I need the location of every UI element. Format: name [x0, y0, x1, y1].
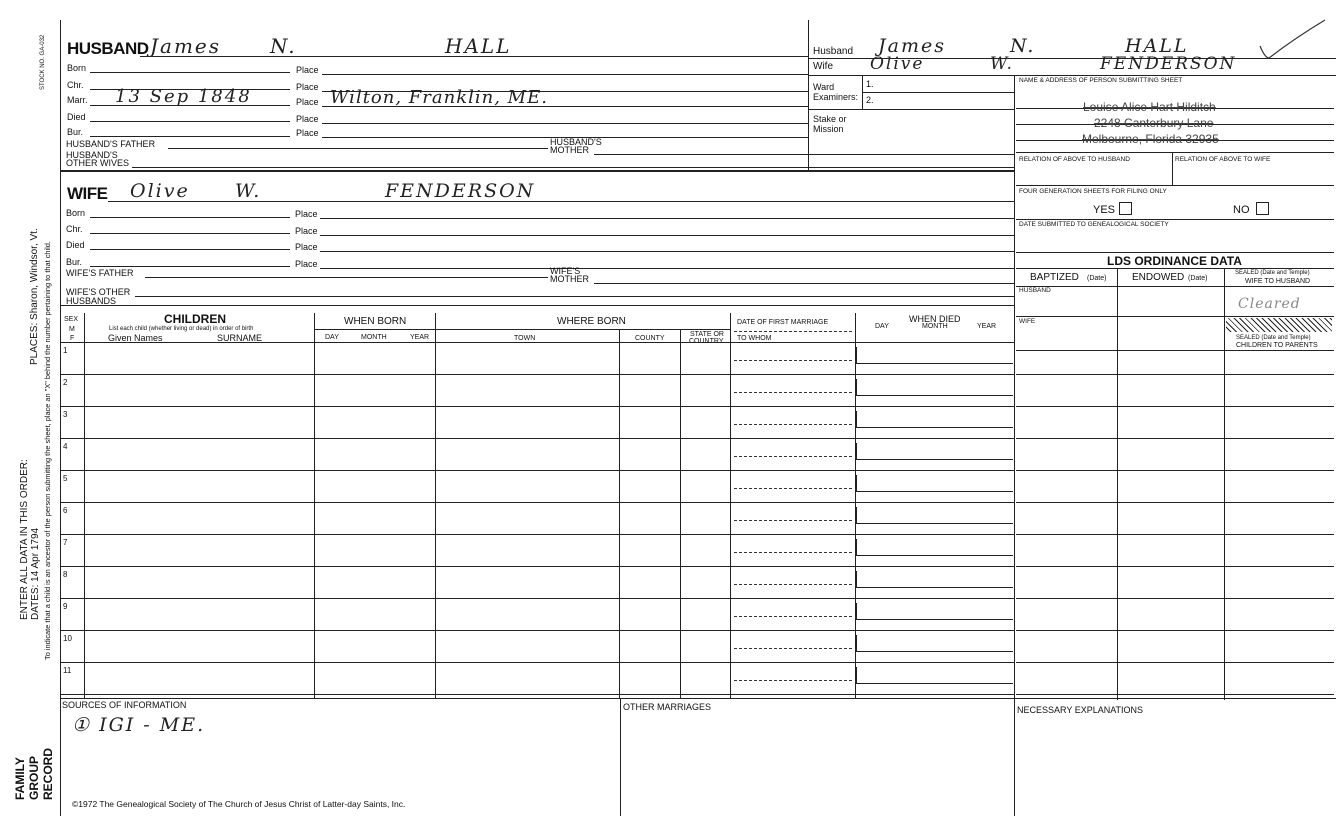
died-day-label: DAY	[875, 323, 889, 330]
husband-chr-place-label: Place	[296, 82, 319, 92]
lds-husband-row: HUSBAND	[1019, 287, 1051, 294]
wife-other-husbands-1: WIFE'S OTHER	[66, 287, 131, 297]
relation-wife-label: RELATION OF ABOVE TO WIFE	[1175, 156, 1271, 163]
yes-label: YES	[1093, 204, 1116, 216]
child-death-box[interactable]	[856, 571, 1013, 588]
born-day-label: DAY	[325, 334, 339, 341]
wife-middle-name[interactable]: W.	[235, 180, 262, 202]
husband-middle-name[interactable]: N.	[270, 34, 297, 58]
hatched-area	[1226, 318, 1332, 332]
header-husband-surname[interactable]: HALL	[1125, 35, 1189, 57]
child-row-number: 10	[63, 634, 72, 643]
wife-bur-label: Bur.	[66, 257, 83, 267]
header-husband-middle[interactable]: N.	[1010, 35, 1036, 57]
relation-husband-label: RELATION OF ABOVE TO HUSBAND	[1019, 156, 1130, 163]
husband-label: HUSBAND	[67, 39, 149, 58]
wife-other-husbands-2: HUSBANDS	[66, 296, 117, 306]
when-died-label: WHEN DIED	[909, 314, 961, 324]
husband-marr-place-label: Place	[296, 97, 319, 107]
child-row-number: 11	[63, 666, 72, 675]
sealed-wife-label-1: SEALED (Date and Temple)	[1235, 270, 1310, 276]
no-checkbox[interactable]	[1256, 202, 1269, 215]
lds-wife-row: WIFE	[1019, 318, 1036, 325]
title-family: FAMILY	[13, 757, 27, 800]
husband-born-label: Born	[67, 63, 87, 73]
no-label: NO	[1233, 204, 1250, 216]
lds-title: LDS ORDINANCE DATA	[1107, 254, 1242, 268]
town-label: TOWN	[514, 335, 536, 342]
wife-chr-place-label: Place	[295, 226, 318, 236]
other-marriages-label: OTHER MARRIAGES	[623, 702, 712, 712]
header-husband-given[interactable]: James	[878, 35, 946, 57]
endowed-label: ENDOWED	[1132, 272, 1185, 283]
stake-label-1: Stake or	[813, 114, 847, 124]
sex-f: F	[70, 335, 75, 342]
child-row-number: 5	[63, 474, 68, 483]
husband-father-label: HUSBAND'S FATHER	[66, 139, 156, 149]
wife-chr-label: Chr.	[66, 224, 83, 234]
yes-checkbox[interactable]	[1119, 202, 1132, 215]
submitter-name[interactable]: Louise Alice Hart Hilditch	[1083, 100, 1216, 114]
ward-label: Ward	[813, 82, 835, 92]
wife-died-label: Died	[66, 240, 85, 250]
wife-born-label: Born	[66, 208, 86, 218]
state-label-2: COUNTRY	[689, 338, 724, 345]
wife-label: WIFE	[67, 184, 108, 203]
child-death-box[interactable]	[856, 635, 1013, 652]
sex-label: SEX	[64, 316, 79, 323]
submitter-city[interactable]: Melbourne, Florida 32935	[1082, 132, 1219, 146]
husband-died-label: Died	[67, 112, 86, 122]
side-places: PLACES: Sharon, Windsor, Vt.	[29, 228, 40, 365]
child-death-box[interactable]	[856, 443, 1013, 460]
header-wife-surname[interactable]: FENDERSON	[1100, 54, 1237, 74]
baptized-label: BAPTIZED	[1030, 272, 1079, 283]
born-year-label: YEAR	[410, 334, 430, 341]
child-death-box[interactable]	[856, 475, 1013, 492]
examiners-label: Examiners:	[813, 92, 859, 102]
child-row-number: 2	[63, 378, 68, 387]
stock-number: STOCK NO. GA-032	[40, 34, 46, 90]
examiner-1: 1.	[866, 79, 874, 89]
baptized-date-label: (Date)	[1087, 275, 1107, 282]
wife-mother-label-2: MOTHER	[550, 274, 589, 284]
child-row-number: 3	[63, 410, 68, 419]
where-born-label: WHERE BORN	[557, 316, 626, 327]
child-death-box[interactable]	[856, 539, 1013, 556]
died-year-label: YEAR	[977, 323, 997, 330]
born-month-label: MONTH	[361, 334, 387, 341]
wife-given-name[interactable]: Olive	[130, 180, 190, 202]
children-instruction: List each child (whether living or dead) in order of birth	[109, 326, 254, 332]
husband-born-place-label: Place	[296, 65, 319, 75]
husband-marr-place[interactable]: Wilton, Franklin, ME.	[330, 87, 548, 108]
header-wife-given[interactable]: Olive	[870, 54, 925, 74]
child-row-number: 9	[63, 602, 68, 611]
child-death-box[interactable]	[856, 507, 1013, 524]
husband-chr-label: Chr.	[67, 80, 84, 90]
endowed-date-label: (Date)	[1188, 275, 1208, 282]
child-row-number: 7	[63, 538, 68, 547]
husband-other-wives-1: HUSBAND'S	[66, 150, 118, 160]
sealed-wife-label-2: WIFE TO HUSBAND	[1245, 278, 1311, 285]
four-gen-label: FOUR GENERATION SHEETS FOR FILING ONLY	[1019, 188, 1167, 195]
county-label: COUNTY	[635, 335, 665, 342]
header-husband-label: Husband	[813, 46, 854, 57]
header-wife-label: Wife	[813, 61, 833, 72]
examiner-2: 2.	[866, 95, 874, 105]
husband-mother-label-2: MOTHER	[550, 145, 589, 155]
wife-mother-label-1: WIFE'S	[550, 266, 581, 276]
child-death-box[interactable]	[856, 379, 1013, 396]
stake-label-2: Mission	[813, 124, 844, 134]
state-label-1: STATE OR	[690, 331, 724, 338]
header-wife-middle[interactable]: W.	[990, 54, 1014, 74]
husband-died-place-label: Place	[296, 114, 319, 124]
sex-m: M	[69, 326, 75, 333]
copyright: ©1972 The Genealogical Society of The Church of Jesus Christ of Latter-day Saints, Inc.	[72, 799, 406, 809]
wife-bur-place-label: Place	[295, 259, 318, 269]
child-death-box[interactable]	[856, 411, 1013, 428]
submitter-street[interactable]: 2248 Canterbury Lane	[1094, 116, 1214, 130]
husband-surname[interactable]: HALL	[445, 34, 512, 58]
date-submitted-label: DATE SUBMITTED TO GENEALOGICAL SOCIETY	[1019, 221, 1169, 228]
first-marriage-label: DATE OF FIRST MARRIAGE	[737, 319, 829, 326]
husband-mother-label-1: HUSBAND'S	[550, 137, 602, 147]
check-mark-icon	[1255, 18, 1335, 63]
title-record: RECORD	[41, 747, 55, 800]
child-death-box[interactable]	[856, 347, 1013, 364]
husband-bur-label: Bur.	[67, 127, 84, 137]
title-group: GROUP	[27, 755, 41, 800]
husband-other-wives-2: OTHER WIVES	[66, 158, 130, 168]
cleared-note[interactable]: Cleared	[1238, 296, 1301, 312]
wife-born-place-label: Place	[295, 209, 318, 219]
side-dates: DATES: 14 Apr 1794	[30, 527, 41, 620]
wife-father-label: WIFE'S FATHER	[66, 268, 134, 278]
husband-given-name[interactable]: James	[150, 34, 222, 58]
sealed-children-label-2: CHILDREN TO PARENTS	[1236, 342, 1318, 349]
child-row-number: 8	[63, 570, 68, 579]
sources-text[interactable]: ① IGI - ME.	[72, 714, 206, 736]
child-row-number: 1	[63, 346, 68, 355]
submitter-label: NAME & ADDRESS OF PERSON SUBMITTING SHEET	[1019, 77, 1183, 84]
wife-surname[interactable]: FENDERSON	[385, 180, 536, 202]
husband-marr-label: Marr.	[67, 95, 88, 105]
surname-label: SURNAME	[217, 333, 263, 343]
child-death-box[interactable]	[856, 603, 1013, 620]
child-row-number: 6	[63, 506, 68, 515]
given-names-label: Given Names	[108, 333, 163, 343]
child-death-box[interactable]	[856, 667, 1013, 684]
sources-label: SOURCES OF INFORMATION	[62, 700, 187, 710]
died-month-label: MONTH	[922, 323, 948, 330]
husband-marr-date[interactable]: 13 Sep 1848	[115, 86, 252, 107]
side-instruction: To indicate that a child is an ancestor of the person submitting the sheet, place an "X" behind the number pertaining to that child.	[43, 241, 52, 660]
side-enter: ENTER ALL DATA IN THIS ORDER:	[19, 459, 30, 620]
to-whom-label: TO WHOM	[737, 335, 772, 342]
sealed-children-label-1: SEALED (Date and Temple)	[1236, 335, 1311, 341]
wife-died-place-label: Place	[295, 242, 318, 252]
explanations-label: NECESSARY EXPLANATIONS	[1017, 705, 1144, 715]
child-row-number: 4	[63, 442, 68, 451]
husband-bur-place-label: Place	[296, 128, 319, 138]
when-born-label: WHEN BORN	[344, 316, 407, 327]
children-title: CHILDREN	[164, 312, 226, 326]
